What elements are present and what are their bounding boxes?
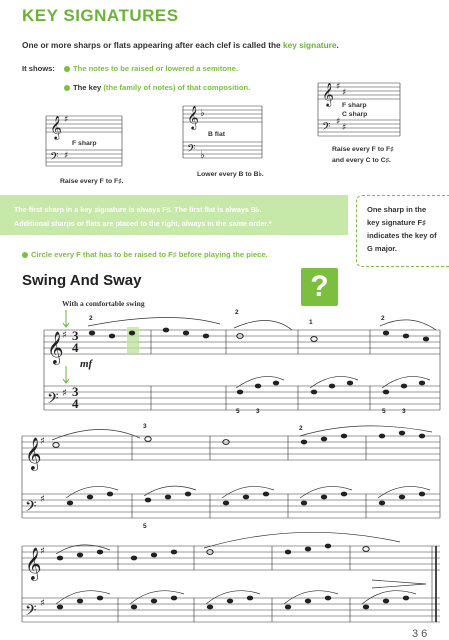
bass-clef-icon: 𝄢 bbox=[50, 151, 59, 166]
bullet-two-rest: (the family of notes) of that composition. bbox=[103, 83, 251, 92]
sharp-icon: ♯ bbox=[62, 330, 67, 341]
fingering: 2 bbox=[381, 315, 385, 322]
side-box-line1: One sharp in the bbox=[367, 205, 427, 214]
sharp-icon: ♯ bbox=[40, 494, 45, 505]
example2-label: B flat bbox=[208, 131, 225, 138]
fingering: 3 bbox=[143, 423, 147, 430]
example3-label2: C sharp bbox=[342, 111, 368, 118]
fingering: 5 bbox=[143, 523, 147, 530]
fingering: 1 bbox=[309, 319, 313, 326]
song-clefs bbox=[25, 330, 67, 623]
treble-clef-icon: 𝄞 bbox=[187, 105, 199, 129]
time-sig-bottom: 4 bbox=[72, 340, 79, 355]
treble-clef-icon: 𝄞 bbox=[47, 331, 64, 364]
fingering: 2 bbox=[299, 425, 303, 432]
side-box-line3: indicates the key of bbox=[367, 231, 437, 240]
treble-clef-icon: 𝄞 bbox=[25, 547, 42, 580]
example3-caption2: and every C to C♯. bbox=[332, 157, 391, 164]
note-heads bbox=[53, 328, 429, 610]
fingering: 5 bbox=[382, 408, 386, 415]
treble-clef-icon: 𝄞 bbox=[322, 82, 334, 106]
intro-before: One or more sharps or flats appearing after each clef is called the bbox=[22, 40, 283, 50]
fingering: 2 bbox=[235, 309, 239, 316]
question-mark-icon: ? bbox=[310, 270, 329, 303]
treble-clef-icon: 𝄞 bbox=[50, 115, 62, 139]
intro-after: . bbox=[336, 40, 339, 50]
time-sig-top: 3 bbox=[72, 328, 79, 343]
arrow-icons bbox=[63, 310, 69, 383]
sharp-icon: ♯ bbox=[40, 546, 45, 557]
time-sig-top: 3 bbox=[72, 384, 79, 399]
sharp-icon: ♯ bbox=[40, 598, 45, 609]
system1 bbox=[44, 330, 440, 410]
time-sig-bottom: 4 bbox=[72, 396, 79, 411]
bass-clef-icon: 𝄢 bbox=[47, 390, 59, 411]
note-box-line1: The first sharp in a key signature is always F♯. The first flat is always B♭. bbox=[14, 205, 262, 214]
song-staves bbox=[22, 330, 440, 622]
sharp-icon: ♯ bbox=[336, 117, 341, 127]
fingering: 3 bbox=[256, 408, 260, 415]
bullet-two-key: The key bbox=[73, 83, 102, 92]
bullet-one-text: The notes to be raised or lowered a semitone. bbox=[73, 64, 238, 73]
example3-label1: F sharp bbox=[342, 102, 367, 109]
fingering: 2 bbox=[89, 315, 93, 322]
dynamic-marking: mf bbox=[80, 358, 93, 370]
page-title: KEY SIGNATURES bbox=[22, 6, 179, 25]
sharp-icon: ♯ bbox=[64, 115, 69, 125]
system2 bbox=[22, 436, 440, 518]
flat-icon: ♭ bbox=[200, 150, 205, 161]
intro-highlight: key signature bbox=[282, 40, 337, 50]
side-box-line2: key signature F♯ bbox=[367, 218, 426, 227]
slurs bbox=[52, 317, 436, 604]
sharp-icon: ♯ bbox=[342, 88, 347, 98]
tempo-marking: With a comfortable swing bbox=[62, 299, 145, 308]
example2-caption: Lower every B to B♭. bbox=[197, 171, 264, 178]
sharp-icon: ♯ bbox=[342, 123, 347, 133]
time-signature-treble bbox=[72, 330, 79, 354]
sharp-icon: ♯ bbox=[64, 151, 69, 161]
treble-clef-icon: 𝄞 bbox=[25, 437, 42, 470]
example3-caption1: Raise every F to F♯ bbox=[332, 146, 394, 153]
shows-label: It shows: bbox=[22, 64, 55, 73]
example1-label: F sharp bbox=[72, 140, 97, 147]
flat-icon: ♭ bbox=[200, 108, 205, 119]
time-signature-bass bbox=[72, 386, 79, 410]
sharp-icon: ♯ bbox=[40, 436, 45, 447]
note-box-line2: Additional sharps or flats are placed to the right, always in the same order.* bbox=[14, 219, 272, 228]
side-box-line4: G major. bbox=[367, 244, 398, 253]
fingering: 5 bbox=[236, 408, 240, 415]
bass-clef-icon: 𝄢 bbox=[25, 602, 37, 623]
song-title: Swing And Sway bbox=[22, 272, 142, 289]
example1-caption: Raise every F to F♯. bbox=[60, 178, 124, 185]
system3 bbox=[22, 546, 440, 622]
page-number: 3 6 bbox=[412, 628, 428, 640]
fingering: 3 bbox=[402, 408, 406, 415]
hairpin bbox=[372, 580, 426, 588]
bass-clef-icon: 𝄢 bbox=[187, 143, 196, 158]
example-staves bbox=[46, 83, 400, 166]
sharp-icon: ♯ bbox=[62, 388, 67, 399]
bass-clef-icon: 𝄢 bbox=[322, 121, 331, 136]
instruction-text: Circle every F that has to be raised to F♯ before playing the piece. bbox=[31, 250, 268, 259]
sharp-icon: ♯ bbox=[336, 82, 341, 92]
bass-clef-icon: 𝄢 bbox=[25, 498, 37, 519]
